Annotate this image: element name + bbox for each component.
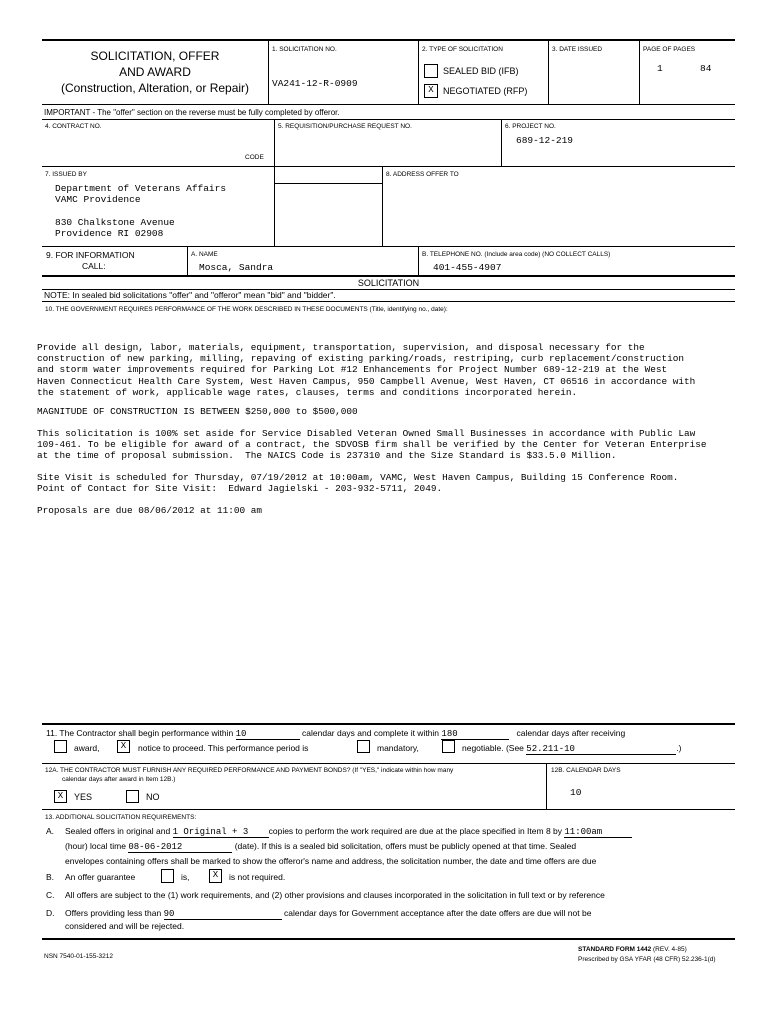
item10-label: 10. THE GOVERNMENT REQUIRES PERFORMANCE OF THE WORK DESCRIBED IN THESE DOCUMENTS (Title, identifying no., date): — [45, 306, 448, 313]
code-box-line — [274, 183, 382, 184]
top-border — [42, 39, 735, 41]
divider — [418, 40, 419, 104]
issued-by-address — [55, 183, 226, 239]
due-date-field[interactable]: 08-06-2012 — [128, 842, 232, 853]
divider — [42, 104, 735, 105]
proposal-due-line: Proposals are due 08/06/2012 at 11:00 am — [37, 505, 263, 516]
item13-text: calendar days for Government acceptance after the date offers are due will not be — [283, 908, 592, 918]
prescribed-by: Prescribed by GSA YFAR (48 CFR) 52.236-1(d) — [578, 956, 716, 963]
item12a-label: calendar days after award in Item 12B.) — [62, 776, 176, 783]
telephone-value: 401-455-4907 — [433, 262, 502, 273]
form-title-line: AND AWARD — [119, 65, 191, 79]
negotiable-checkbox[interactable] — [442, 740, 455, 753]
due-time-field[interactable]: 11:00am — [564, 827, 632, 838]
description-paragraph: Provide all design, labor, materials, equipment, transportation, supervision, and disposal necessary for the construction of new parking, milling, repaving of existing parking/roads, restriping, curb replacement/construction and storm water improvements required for Parking Lot #12 Enhancements for Project Number 689-12-219 at the West Haven Connecticut Health Care System, West Haven Campus, 950 Campbell Avenue, West Haven, CT 06516 in accordance with the statement of work, applicable wage rates, clauses, terms and conditions incorporated herein. — [37, 342, 696, 398]
item12b-label: 12B. CALENDAR DAYS — [551, 767, 621, 774]
divider — [42, 763, 735, 764]
item13a-letter: A. — [46, 826, 55, 836]
copies-field[interactable]: 1 Original + 3 — [173, 827, 269, 838]
solicitation-heading: SOLICITATION — [357, 278, 420, 288]
solicitation-no-value: VA241-12-R-0909 — [272, 78, 358, 89]
bonds-no-checkbox[interactable] — [126, 790, 139, 803]
divider — [42, 723, 735, 725]
negotiable-label — [462, 743, 682, 755]
item13-text: copies to perform the work required are due at the place specified in Item 8 by — [268, 826, 563, 836]
address-line — [55, 206, 226, 217]
item13a-line2 — [65, 841, 576, 853]
item13c-text: All offers are subject to the (1) work requirements, and (2) other provisions and clauses incorporated in the solicitation in full text or by reference — [65, 890, 605, 900]
magnitude-line: MAGNITUDE OF CONSTRUCTION IS BETWEEN $250,000 to $500,000 — [37, 406, 358, 417]
item12a-label: 12A. THE CONTRACTOR MUST FURNISH ANY REQUIRED PERFORMANCE AND PAYMENT BONDS? (If "YES," indicate within how many — [45, 767, 454, 774]
divider — [382, 167, 383, 247]
item13-text: (hour) local time — [65, 841, 126, 851]
divider — [187, 247, 188, 275]
divider — [548, 40, 549, 104]
item13a-line3: envelopes containing offers shall be marked to show the offeror's name and address, the solicitation number, the date and time offers are due — [65, 856, 597, 866]
award-label: award, — [74, 743, 100, 753]
code-label: CODE — [245, 154, 264, 161]
item13d-letter: D. — [46, 908, 55, 918]
form-title-line: SOLICITATION, OFFER — [90, 49, 220, 63]
address-line: VAMC Providence — [55, 194, 141, 206]
negotiable-text: negotiable. (See — [462, 743, 524, 753]
item11-line1 — [46, 728, 625, 740]
divider — [42, 166, 735, 167]
offer-guarantee-label: An offer guarantee — [65, 872, 136, 882]
item13b-letter: B. — [46, 872, 55, 882]
notice-to-proceed-checkbox[interactable]: X — [117, 740, 130, 753]
form-title-line: (Construction, Alteration, or Repair) — [60, 81, 250, 95]
yes-label: YES — [74, 792, 93, 802]
form-revision: (REV. 4-85) — [653, 946, 687, 953]
divider — [501, 120, 502, 167]
negotiated-checkbox[interactable]: X — [424, 84, 438, 98]
begin-days-field[interactable]: 10 — [236, 729, 300, 740]
site-visit-paragraph: Site Visit is scheduled for Thursday, 07/19/2012 at 10:00am, VAMC, West Haven Campus, Building 15 Conference Room. Point of Contact for Site Visit: Edward Jagielski - 203-932-5711, 2049. — [37, 472, 679, 495]
page-number: 1 — [657, 63, 663, 74]
divider — [274, 167, 275, 247]
divider — [42, 275, 735, 277]
address-line: Department of Veterans Affairs — [55, 183, 227, 194]
mandatory-label: mandatory, — [377, 743, 419, 753]
address-line: Providence RI 02908 — [55, 227, 164, 239]
calendar-days-value: 10 — [570, 787, 582, 798]
item13c-letter: C. — [46, 890, 55, 900]
item11-text: calendar days and complete it within — [302, 728, 440, 738]
address-offer-to-label: 8. ADDRESS OFFER TO — [386, 171, 459, 178]
item13d-line2: considered and will be rejected. — [65, 921, 185, 931]
guarantee-is-checkbox[interactable] — [161, 869, 174, 883]
is-not-label: is not required. — [229, 872, 286, 882]
total-pages: 84 — [700, 63, 712, 74]
divider — [268, 40, 269, 104]
negotiated-label: NEGOTIATED (RFP) — [443, 86, 528, 96]
name-value: Mosca, Sandra — [199, 262, 274, 273]
guarantee-is-not-checkbox[interactable]: X — [209, 869, 222, 883]
mandatory-checkbox[interactable] — [357, 740, 370, 753]
is-label: is, — [181, 872, 190, 882]
form-identifier — [578, 946, 687, 953]
complete-days-field[interactable]: 180 — [441, 729, 509, 740]
address-line: 830 Chalkstone Avenue — [55, 216, 175, 228]
type-of-solicitation-label: 2. TYPE OF SOLICITATION — [422, 46, 503, 53]
issued-by-label: 7. ISSUED BY — [45, 171, 87, 178]
project-no-label: 6. PROJECT NO. — [505, 123, 556, 130]
no-label: NO — [146, 792, 160, 802]
item13-text: Sealed offers in original and — [65, 826, 171, 836]
divider — [274, 120, 275, 167]
item13-text: Offers providing less than — [65, 908, 162, 918]
divider — [546, 764, 547, 809]
sealed-bid-label: SEALED BID (IFB) — [443, 66, 519, 76]
acceptance-days-field[interactable]: 90 — [164, 909, 282, 920]
bottom-border — [42, 938, 735, 940]
item13a-line1 — [65, 826, 632, 838]
bonds-yes-checkbox[interactable]: X — [54, 790, 67, 803]
solicitation-no-label: 1. SOLICITATION NO. — [272, 46, 337, 53]
date-issued-label: 3. DATE ISSUED — [552, 46, 603, 53]
sealed-bid-checkbox[interactable] — [424, 64, 438, 78]
close-paren: .) — [676, 743, 682, 753]
divider — [42, 119, 735, 120]
page-of-pages-label: PAGE OF PAGES — [643, 46, 696, 53]
award-checkbox[interactable] — [54, 740, 67, 753]
name-label: A. NAME — [191, 251, 218, 258]
divider — [42, 809, 735, 810]
item13d-line1 — [65, 908, 591, 920]
requisition-no-label: 5. REQUISITION/PURCHASE REQUEST NO. — [278, 123, 412, 130]
divider — [42, 246, 735, 247]
divider — [42, 301, 735, 302]
note-line: NOTE: In sealed bid solicitations "offer" and "offeror" mean "bid" and "bidder". — [44, 290, 336, 300]
set-aside-paragraph: This solicitation is 100% set aside for Service Disabled Veteran Owned Small Businesses in accordance with Public Law 109-461. To be eligible for award of a contract, the SDVOSB firm shall be verified by the Center for Veteran Enterprise at the time of proposal submission. The NAICS Code is 237310 and the Size Standard is $33.5.0 Million. — [37, 428, 707, 462]
nsn-number: NSN 7540-01-155-3212 — [44, 953, 114, 960]
info-call-label: CALL: — [82, 261, 106, 271]
form-title — [42, 48, 268, 96]
info-call-label: 9. FOR INFORMATION — [46, 250, 135, 260]
telephone-label: B. TELEPHONE NO. (Include area code) (NO COLLECT CALLS) — [422, 251, 611, 258]
item13-text: (date). If this is a sealed bid solicitation, offers must be publicly opened at that time. Sealed — [234, 841, 577, 851]
divider — [639, 40, 640, 104]
project-no-value: 689-12-219 — [516, 135, 574, 146]
item11-text: 11. The Contractor shall begin performance within — [46, 728, 234, 738]
contract-no-label: 4. CONTRACT NO. — [45, 123, 102, 130]
divider — [418, 247, 419, 275]
see-reference-field[interactable]: 52.211-10 — [526, 744, 676, 755]
ntp-label: notice to proceed. This performance period is — [138, 743, 309, 753]
important-note: IMPORTANT - The "offer" section on the reverse must be fully completed by offeror. — [44, 108, 340, 117]
item11-text: calendar days after receiving — [516, 728, 626, 738]
form-name: STANDARD FORM 1442 — [578, 946, 652, 953]
item13-label: 13. ADDITIONAL SOLICITATION REQUIREMENTS: — [45, 814, 197, 821]
